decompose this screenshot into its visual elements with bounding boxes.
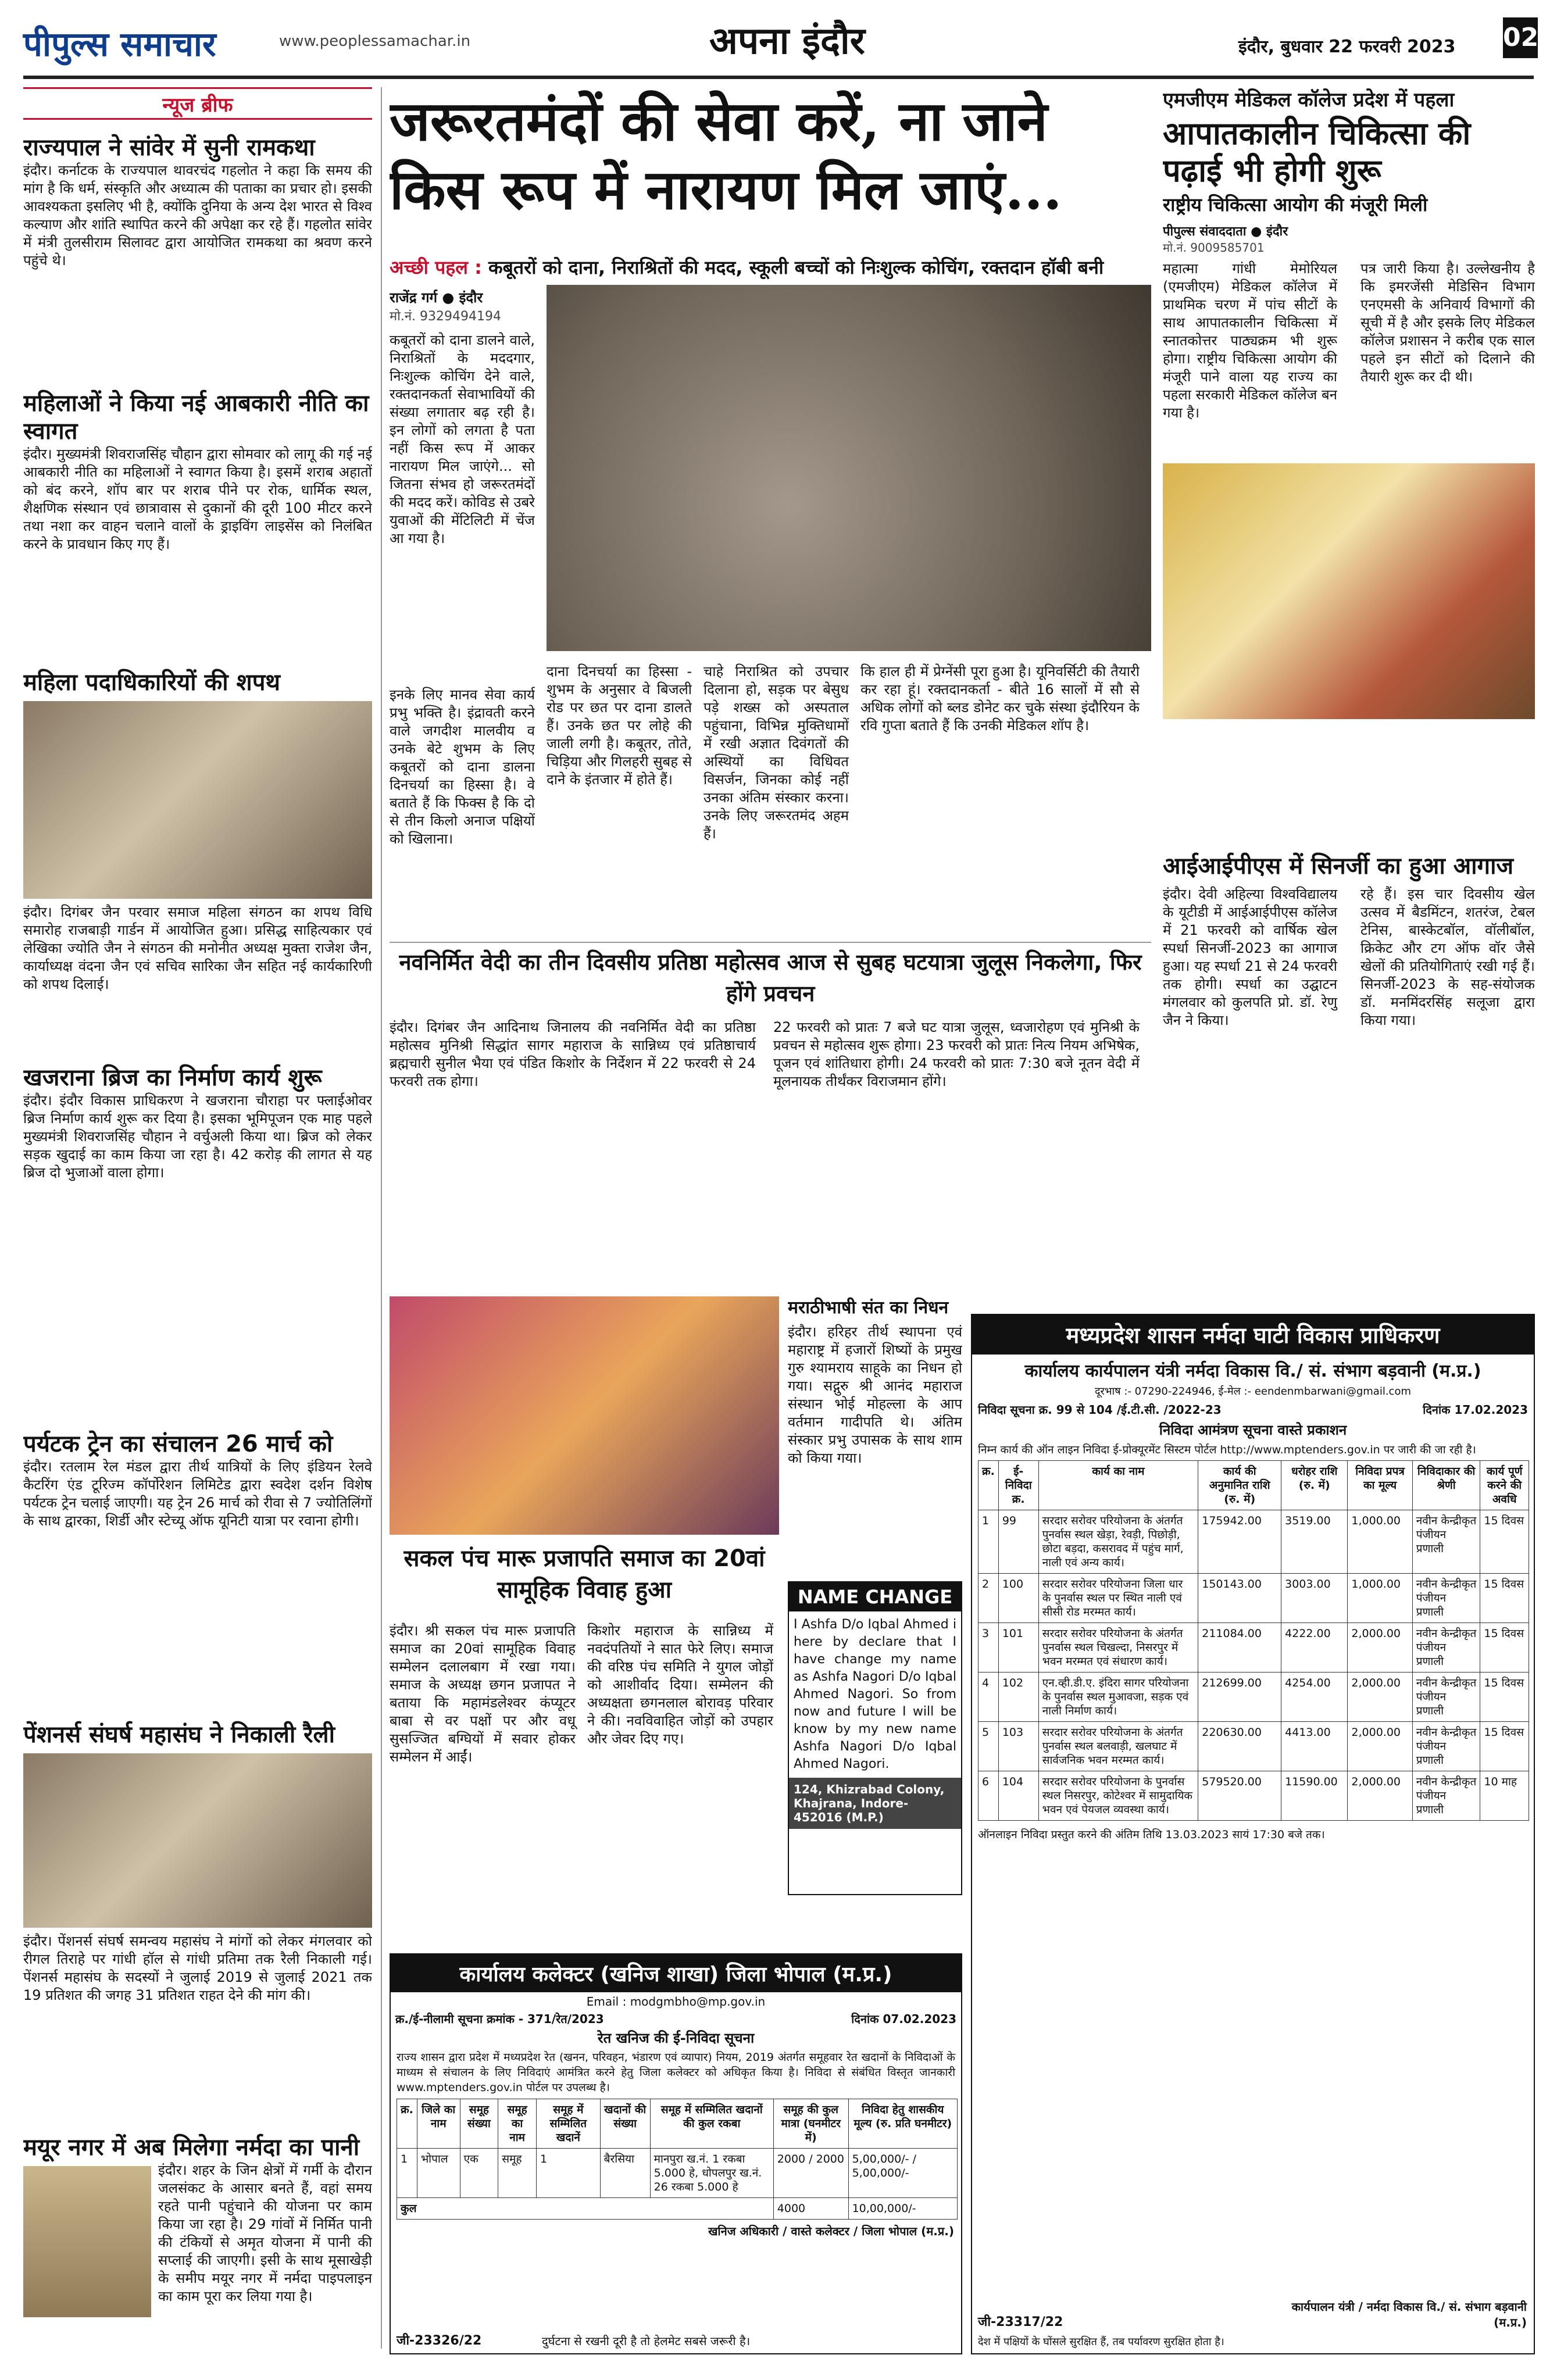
med-byline: पीपुल्स संवाददाता ● इंदौर: [1163, 224, 1288, 239]
narmada-table-cell: सरदार सरोवर परियोजना के अंतर्गत पुनर्वास स्थल चिखल्दा, निसरपुर में भवन मरम्मत एवं संधारण कार्य।: [1038, 1623, 1198, 1673]
vedi-headline: नवनिर्मित वेदी का तीन दिवसीय प्रतिष्ठा महोत्सव आज से सुबह घटयात्रा जुलूस निकलेगा, फिर होंगे प्रवचन: [399, 949, 1142, 1006]
nidhan-story: [788, 1296, 962, 1575]
nidhan-body: इंदौर। हरिहर तीर्थ स्थापना एवं महाराष्ट्र में हजारों शिष्यों के प्रमुख गुरु श्यामराय साहूके का निधन हो गया। सद्गुरु श्री आनंद महाराज संस्थान भोई मोहल्ला के आप वर्तमान गादीपति थे। अंतिम संस्कार प्रभु उपासक के साथ शाम को किया गया।: [788, 1324, 962, 1466]
brief-title: महिलाओं ने किया नई आबकारी नीति का स्वागत: [23, 390, 369, 445]
narmada-table-cell: 11590.00: [1281, 1771, 1348, 1821]
narmada-table-cell: 15 दिवस: [1480, 1574, 1529, 1623]
narmada-table-cell: 10 माह: [1480, 1771, 1529, 1821]
collector-total-value: 10,00,000/-: [848, 2198, 957, 2220]
med-col-2: पत्र जारी किया है। उल्लेखनीय है कि इमरजेंसी मेडिसिन विभाग एनएमसी के अनिवार्य विभागों की सूची में है और इसके लिए मेडिकल कॉलेज प्रशासन ने करीब एक साल पहले इन सीटों को दिलाने की तैयारी शुरू कर दी थी।: [1360, 260, 1535, 385]
collector-table-header-cell: समूह में सम्मिलित खदानों की कुल रकबा: [650, 2099, 773, 2149]
narmada-contact: दूरभाष :- 07290-224946, ई-मेल :- eendenmbarwani@gmail.com: [1094, 1385, 1412, 1398]
narmada-table-cell: 15 दिवस: [1480, 1623, 1529, 1673]
narmada-table-cell: सरदार सरोवर परियोजना के अंतर्गत पुनर्वास स्थल बलवाड़ी, खलघाट में सार्वजनिक भवन मरम्मत कार्य।: [1038, 1722, 1198, 1771]
collector-ref: क्र./ई-नीलामी सूचना क्रमांक - 371/रेत/2023: [395, 2012, 604, 2026]
brief-item: [23, 1430, 372, 1530]
brief-item: [23, 669, 372, 994]
narmada-table-header-cell: कार्य की अनुमानित राशि (रु. में): [1198, 1461, 1281, 1510]
narmada-table-row: [979, 1574, 1529, 1623]
collector-table-header-cell: समूह का नाम: [498, 2099, 537, 2149]
collector-table-header-cell: निविदा हेतु शासकीय मूल्य (रु. प्रति घनमीटर): [848, 2099, 957, 2149]
collector-total: 4000: [773, 2198, 848, 2220]
collector-table-header-cell: जिले का नाम: [417, 2099, 460, 2149]
collector-table-cell: एक: [460, 2149, 498, 2198]
med-kicker: एमजीएम मेडिकल कॉलेज प्रदेश में पहला: [1163, 88, 1455, 112]
narmada-table-cell: 4222.00: [1281, 1623, 1348, 1673]
lead-byline: राजेंद्र गर्ग ● इंदौर: [390, 290, 483, 306]
narmada-table-cell: 1: [979, 1510, 999, 1574]
collector-table-cell: बैरसिया: [600, 2149, 650, 2198]
med-headline: आपातकालीन चिकित्सा की पढ़ाई भी होगी शुरू: [1163, 115, 1471, 189]
collector-code: जी-23326/22: [397, 2333, 482, 2348]
rally-photo: [23, 1753, 372, 1928]
narmada-table-cell: नवीन केन्द्रीकृत पंजीयन प्रणाली: [1412, 1722, 1480, 1771]
narmada-table-row: [979, 1771, 1529, 1821]
narmada-table-cell: 1,000.00: [1348, 1510, 1412, 1574]
pigeons-photo: [547, 285, 1151, 651]
lead-headline: जरूरतमंदों की सेवा करें, ना जाने किस रूप में नारायण मिल जाएं...: [390, 90, 1062, 222]
narmada-footer: ऑनलाइन निविदा प्रस्तुत करने की अंतिम तिथि 13.03.2023 सायं 17:30 बजे तक।: [978, 1828, 1325, 1841]
lead-col-2: इनके लिए मानव सेवा कार्य प्रभु भक्ति है। इंद्रावती करने वाले जगदीश मालवीय व उनके बेटे शुभम के लिए कबूतरों को दाना डालना दिनचर्या का हिस्सा है। वे बताते हैं कि फिक्स है कि दो से तीन किलो अनाज पक्षियों को खिलाना।: [390, 687, 535, 847]
narmada-table-header-cell: धरोहर राशि (रु. में): [1281, 1461, 1348, 1510]
collector-table-cell: 5,00,000/- / 5,00,000/-: [848, 2149, 957, 2198]
header-rule: [23, 76, 1534, 79]
brief-title: पेंशनर्स संघर्ष महासंघ ने निकाली रैली: [23, 1721, 335, 1748]
brief-item: [23, 1064, 372, 1182]
narmada-table-cell: 2,000.00: [1348, 1673, 1412, 1722]
vedi-col-1: इंदौर। दिगंबर जैन आदिनाथ जिनालय की नवनिर्मित वेदी का प्रतिष्ठा महोत्सव मुनिश्री सिद्धांत सागर महाराज के सान्निध्य एवं प्रतिष्ठाचार्य ब्रह्मचारी सुनील भैया एवं पंडित किशोर के निर्देशन में 22 फरवरी से 24 फरवरी तक होगा।: [390, 1019, 756, 1089]
collector-title: कार्यालय कलेक्टर (खनिज शाखा) जिला भोपाल (म.प्र.): [391, 1954, 961, 1992]
narmada-table-cell: 5: [979, 1722, 999, 1771]
collector-table-row: [397, 2149, 958, 2198]
name-change-address: 124, Khizrabad Colony, Khajrana, Indore-452016 (M.P.): [789, 1778, 961, 1829]
collector-table-cell: 1: [537, 2149, 601, 2198]
brief-item: [23, 389, 372, 553]
collector-table-cell: समूह: [498, 2149, 537, 2198]
narmada-table-cell: नवीन केन्द्रीकृत पंजीयन प्रणाली: [1412, 1771, 1480, 1821]
med-phone: मो.नं. 9009585701: [1163, 241, 1265, 255]
collector-tender: [390, 1953, 962, 2354]
collector-table-cell: 2000 / 2000: [773, 2149, 848, 2198]
narmada-title: मध्यप्रदेश शासन नर्मदा घाटी विकास प्राधिकरण: [972, 1315, 1534, 1355]
lead-col-4: चाहे निराश्रित को उपचार दिलाना हो, सड़क पर बेसुध पड़े शख्स को अस्पताल पहुंचाना, विभिन्न मुक्तिधामों में रखी अज्ञात दिवंगतों की अस्थियों का विधिवत विसर्जन, जिनका कोई नहीं उनका अंतिम संस्कार करना। उनके लिए जरूरतमंद अहम हैं।: [703, 663, 849, 842]
brief-title: खजराना ब्रिज का निर्माण कार्य शुरू: [23, 1064, 322, 1091]
collector-total-label: कुल: [397, 2198, 774, 2220]
masthead: [23, 10, 1539, 74]
news-brief-column: [23, 87, 372, 2354]
narmada-table-cell: 2,000.00: [1348, 1771, 1412, 1821]
collector-table-header-cell: क्र.: [397, 2099, 417, 2149]
name-change-ad: [788, 1581, 962, 1895]
medical-story: [1163, 87, 1535, 849]
narmada-table-header-cell: निविदा प्रपत्र का मूल्य: [1348, 1461, 1412, 1510]
water-tank-photo: [23, 2166, 151, 2317]
collector-notice: रेत खनिज की ई-निविदा सूचना: [597, 2030, 755, 2046]
narmada-intro: निम्न कार्य की ऑन लाइन निविदा ई-प्रोक्यूरमेंट सिस्टम पोर्टल http://www.mptenders.gov.in पर जारी की जा रही है।: [978, 1443, 1476, 1456]
collector-body: राज्य शासन द्वारा प्रदेश में मध्यप्रदेश रेत (खनन, परिवहन, भंडारण एवं व्यापार) नियम, 2019 अंतर्गत समूहवार रेत खदानों के निविदाओं के माध्यम से संचालन के लिए निविदाएं आमंत्रित करने हेतु जिला कलेक्टर को अधिकृत किया है। निविदा से संबंधित विस्तृत जानकारी www.mptenders.gov.in पोर्टल पर उपलब्ध है।: [397, 2051, 955, 2094]
vivah-headline: सकल पंच मारू प्रजापति समाज का 20वां सामूहिक विवाह हुआ: [403, 1545, 765, 1603]
lead-kicker: अच्छी पहल :: [390, 256, 482, 278]
narmada-table-cell: 3519.00: [1281, 1510, 1348, 1574]
name-change-title: NAME CHANGE: [789, 1582, 961, 1611]
narmada-table-cell: 100: [998, 1574, 1038, 1623]
wedding-photo: [390, 1296, 779, 1535]
brief-body: इंदौर। कर्नाटक के राज्यपाल थावरचंद गहलोत ने कहा कि समय की मांग है कि धर्म, संस्कृति और अध्यात्म की पताका का प्रचार हो। इसकी आवश्यकता इसलिए भी है, क्योंकि दुनिया के अन्य देश भारत से विश्व कल्याण और शांति स्थापित करने की अपेक्षा कर रहे हैं। गहलोत सांवेर में मंत्री तुलसीराम सिलावट द्वारा आयोजित रामकथा का श्रवण करने पहुंचे थे।: [23, 162, 372, 269]
narmada-table-header-cell: कार्य पूर्ण करने की अवधि: [1480, 1461, 1529, 1510]
narmada-table-cell: 104: [998, 1771, 1038, 1821]
collector-table-header-cell: समूह की कुल मात्रा (घनमीटर में): [773, 2099, 848, 2149]
narmada-table-cell: 4254.00: [1281, 1673, 1348, 1722]
lead-subhead-row: [390, 255, 1151, 280]
collector-sign: खनिज अधिकारी / वास्ते कलेक्टर / जिला भोपाल (म.प्र.): [708, 2224, 954, 2238]
brief-body: इंदौर। इंदौर विकास प्राधिकरण ने खजराना चौराहा पर फ्लाईओवर ब्रिज निर्माण कार्य शुरू कर दिया है। इसका भूमिपूजन एक माह पहले मुख्यमंत्री शिवराजसिंह चौहान ने वर्चुअली किया था। ब्रिज को लेकर सड़क खुदाई का काम किया जा रहा है। 42 करोड़ की लागत से यह ब्रिज दो भुजाओं वाला होगा।: [23, 1092, 372, 1181]
narmada-subtitle: कार्यालय कार्यपालन यंत्री नर्मदा विकास वि./ सं. संभाग बड़वानी (म.प्र.): [1024, 1361, 1481, 1381]
narmada-notice: निविदा आमंत्रण सूचना वास्ते प्रकाशन: [1159, 1422, 1347, 1438]
narmada-code: जी-23317/22: [978, 2315, 1063, 2329]
narmada-table-cell: नवीन केन्द्रीकृत पंजीयन प्रणाली: [1412, 1510, 1480, 1574]
collector-table-header-cell: समूह संख्या: [460, 2099, 498, 2149]
brief-label: न्यूज ब्रीफ: [23, 87, 372, 120]
narmada-table-cell: नवीन केन्द्रीकृत पंजीयन प्रणाली: [1412, 1574, 1480, 1623]
collector-footer: दुर्घटना से रखनी दूरी है तो हेलमेट सबसे जरूरी है।: [542, 2334, 751, 2348]
narmada-table-cell: 150143.00: [1198, 1574, 1281, 1623]
section-title: अपना इंदौर: [709, 19, 865, 63]
narmada-table-cell: 15 दिवस: [1480, 1673, 1529, 1722]
brief-item: [23, 1721, 372, 2004]
lead-col-3: दाना दिनचर्या का हिस्सा - शुभम के अनुसार वे बिजली रोड पर छत पर दाना डालते हैं। उनके छत पर लोहे की जाली लगी है। कबूतर, तोते, चिड़िया और गिलहरी सुबह से दाने के इंतजार में होते हैं।: [547, 663, 692, 788]
name-change-body: I Ashfa D/o Iqbal Ahmed i here by declare that I have change my name as Ashfa Nagori D/o Iqbal Ahmed Nagori. So from now and future I will be know by my new name Ashfa Nagori D/o Iqbal Ahmed Nagori.: [794, 1617, 956, 1771]
narmada-table-cell: 99: [998, 1510, 1038, 1574]
brief-body: इंदौर। मुख्यमंत्री शिवराजसिंह चौहान द्वारा सोमवार को लागू की गई नई आबकारी नीति का महिलाओं ने स्वागत किया है। इसमें शराब अहातों को बंद करने, शॉप बार पर शराब पीने पर रोक, धार्मिक स्थल, शैक्षणिक संस्थान एवं छात्रावास से दुकानों की दूरी 100 मीटर करने तथा नशा कर वाहन चलाने वालों के ड्राइविंग लाइसेंस को निलंबित करने के प्रावधान किए गए हैं।: [23, 446, 372, 552]
brief-body: इंदौर। दिगंबर जैन परवार समाज महिला संगठन का शपथ विधि समारोह राजबाड़ी गार्डन में आयोजित हुआ। प्रसिद्ध साहित्यकार एवं लेखिका ज्योति जैन ने संगठन की मनोनीत अध्यक्ष मुक्ता राजेश जैन, कार्याध्यक्ष वंदना जैन एवं सचिव सारिका जैन सहित नई कार्यकारिणी को शपथ दिलाई।: [23, 904, 372, 992]
dateline: इंदौर, बुधवार 22 फरवरी 2023: [1238, 37, 1456, 57]
narmada-table-cell: सरदार सरोवर परियोजना जिला धार के पुनर्वास स्थल पर स्थित नाली एवं सीसी रोड मरम्मत कार्य।: [1038, 1574, 1198, 1623]
iips-photo: [1163, 463, 1535, 719]
narmada-table-cell: नवीन केन्द्रीकृत पंजीयन प्रणाली: [1412, 1673, 1480, 1722]
brief-body: इंदौर। रतलाम रेल मंडल द्वारा तीर्थ यात्रियों के लिए इंडियन रेलवे कैटरिंग एंड टूरिज्म कॉर्पोरेशन लिमिटेड द्वारा स्वदेश दर्शन विशेष पर्यटक ट्रेन चलाई जाएगी। यह ट्रेन 26 मार्च को रीवा से 7 ज्योतिलिंगों के साथ द्वारका, शिर्डी और स्टेच्यू ऑफ यूनिटी यात्रा पर रवाना होगी।: [23, 1459, 372, 1529]
vedi-col-2: 22 फरवरी को प्रातः 7 बजे घट यात्रा जुलूस, ध्वजारोहण एवं मुनिश्री के प्रवचन से महोत्सव शुरू होगा। 23 फरवरी को प्रातः नित्य नियम अभिषेक, पूजन एवं शांतिधारा होगी। 24 फरवरी को प्रातः 7:30 बजे नूतन वेदी में मूलनायक तीर्थंकर विराजमान होंगे।: [773, 1019, 1140, 1089]
iips-col-2: रहे हैं। इस चार दिवसीय खेल उत्सव में बैडमिंटन, शतरंज, टेबल टेनिस, बास्केटबॉल, वॉलीबॉल, क्रिकेट और टग ऑफ वॉर जैसे खेलों की प्रतियोगिताएं रखी गई हैं। सिनर्जी-2023 के सह-संयोजक डॉ. मनमिंदरसिंह सलूजा द्वारा किया गया।: [1360, 886, 1535, 1028]
vedi-story: [390, 942, 1151, 1209]
narmada-table: [978, 1460, 1529, 1821]
med-col-1: महात्मा गांधी मेमोरियल (एमजीएम) मेडिकल कॉलेज में प्राथमिक चरण में पांच सीटों के साथ आपातकालीन चिकित्सा में स्नातकोत्तर पाठ्यक्रम भी शुरू होगा। राष्ट्रीय चिकित्सा आयोग की मंजूरी पाने वाला यह राज्य का पहला सरकारी मेडिकल कॉलेज बन गया है।: [1163, 260, 1337, 421]
collector-table-cell: मानपुरा ख.नं. 1 रकबा 5.000 हे, धोपलपुर ख.नं. 26 रकबा 5.000 हे: [650, 2149, 773, 2198]
narmada-table-cell: 4: [979, 1673, 999, 1722]
narmada-table-cell: 220630.00: [1198, 1722, 1281, 1771]
narmada-table-cell: 579520.00: [1198, 1771, 1281, 1821]
collector-date: दिनांक 07.02.2023: [851, 2012, 956, 2026]
narmada-tender: [971, 1314, 1535, 2354]
collector-table-cell: 1: [397, 2149, 417, 2198]
narmada-tagline: देश में पक्षियों के घोंसले सुरक्षित हैं, तब पर्यावरण सुरक्षित होता है।: [978, 2336, 1224, 2348]
column-divider: [381, 87, 382, 2349]
collector-table-header-cell: खदानों की संख्या: [600, 2099, 650, 2149]
narmada-table-cell: 212699.00: [1198, 1673, 1281, 1722]
narmada-table-cell: 211084.00: [1198, 1623, 1281, 1673]
narmada-table-cell: 2: [979, 1574, 999, 1623]
narmada-table-cell: 2,000.00: [1348, 1623, 1412, 1673]
narmada-table-cell: 101: [998, 1623, 1038, 1673]
narmada-table-row: [979, 1510, 1529, 1574]
collector-email: Email : modgmbho@mp.gov.in: [586, 1995, 766, 2009]
website-url: www.peoplessamachar.in: [279, 33, 471, 50]
ceremony-photo: [23, 701, 372, 899]
vivah-col-2: किशोर महाराज के सान्निध्य में नवदंपतियों ने सात फेरे लिए। समाज की वरिष्ठ पंच समिति ने युगल जोड़ों को आशीर्वाद दिया। सम्मेलन की अध्यक्षता छगनलाल बोरावड़ परिवार ने की। नवविवाहित जोड़ों को उपहार और जेवर दिए गए।: [587, 1623, 773, 1747]
lead-subhead: कबूतरों को दाना, निराश्रितों की मदद, स्कूली बच्चों को निःशुल्क कोचिंग, रक्तदान हॉबी बनी: [488, 256, 1104, 278]
narmada-table-row: [979, 1623, 1529, 1673]
med-subhead: राष्ट्रीय चिकित्सा आयोग की मंजूरी मिली: [1163, 194, 1428, 216]
narmada-table-header-cell: क्र.: [979, 1461, 999, 1510]
narmada-table-header-cell: निविदाकार की श्रेणी: [1412, 1461, 1480, 1510]
narmada-ref: निविदा सूचना क्र. 99 से 104 /ई.टी.सी. /2022-23: [978, 1403, 1222, 1417]
brief-title: महिला पदाधिकारियों की शपथ: [23, 669, 280, 696]
collector-table: [397, 2099, 958, 2220]
narmada-table-cell: 102: [998, 1673, 1038, 1722]
brief-title: पर्यटक ट्रेन का संचालन 26 मार्च को: [23, 1431, 333, 1457]
narmada-table-row: [979, 1722, 1529, 1771]
brief-title: राज्यपाल ने सांवेर में सुनी रामकथा: [23, 134, 315, 161]
lead-col-1: कबूतरों को दाना डालने वाले, निराश्रितों के मददगार, निःशुल्क कोचिंग देने वाले, रक्तदानकर्ता सेवाभावियों की संख्या लगातार बढ़ रही है। इन लोगों को लगता है पता नहीं किस रूप में आकर नारायण मिल जाएंगे... सो जितना संभव हो जरूरतमंदों की मदद करें। कोविड से उबरे युवाओं की मेंटिलिटी में चेंज आ गया है।: [390, 332, 535, 546]
collector-table-cell: भोपाल: [417, 2149, 460, 2198]
lead-story: [390, 87, 1151, 936]
narmada-table-header-cell: ई-निविदा क्र.: [998, 1461, 1038, 1510]
narmada-table-header-cell: कार्य का नाम: [1038, 1461, 1198, 1510]
narmada-table-cell: 3: [979, 1623, 999, 1673]
narmada-table-cell: 15 दिवस: [1480, 1510, 1529, 1574]
narmada-sign: कार्यपालन यंत्री / नर्मदा विकास वि./ सं. संभाग बड़वानी (म.प्र.): [1291, 2300, 1527, 2329]
nidhan-headline: मराठीभाषी संत का निधन: [788, 1298, 949, 1318]
iips-col-1: इंदौर। देवी अहिल्या विश्वविद्यालय के यूटीडी में आईआईपीएस कॉलेज में 21 फरवरी को वार्षिक खेल स्पर्धा सिनर्जी-2023 का आगाज हुआ। यह स्पर्धा 21 से 24 फरवरी तक होगी। स्पर्धा का उद्घाटन मंगलवार को कुलपति प्रो. डॉ. रेणु जैन ने किया।: [1163, 886, 1337, 1028]
collector-table-header-cell: समूह में सम्मिलित खदानें: [537, 2099, 601, 2149]
narmada-table-cell: 4413.00: [1281, 1722, 1348, 1771]
vivah-story: [390, 1296, 779, 1947]
vivah-col-1: इंदौर। श्री सकल पंच मारू प्रजापति समाज का 20वां सामूहिक विवाह सम्मेलन दलालबाग में रखा गया। समाज के अध्यक्ष छगन प्रजापत ने बताया कि महामंडलेश्वर कंप्यूटर बाबा से वर पक्षों पर और वधू सुसज्जित बग्घियों में सवार होकर सम्मेलन में आईं।: [390, 1623, 576, 1765]
narmada-table-cell: नवीन केन्द्रीकृत पंजीयन प्रणाली: [1412, 1623, 1480, 1673]
narmada-table-row: [979, 1673, 1529, 1722]
brief-body: इंदौर। पेंशनर्स संघर्ष समन्वय महासंघ ने मांगों को लेकर मंगलवार को रीगल तिराहे पर गांधी हॉल से गांधी प्रतिमा तक रैली निकाली गई। पेंशनर्स महासंघ के सदस्यों ने जुलाई 2019 से जुलाई 2021 तक 19 प्रतिशत की जगह 31 प्रतिशत राहत देने की मांग की।: [23, 1933, 372, 2003]
brief-body: इंदौर। शहर के जिन क्षेत्रों में गर्मी के दौरान जलसंकट के आसार बनते हैं, वहां समय रहते पानी पहुंचाने की योजना पर काम किया जा रहा है। 29 गांवों में निर्मित पानी की टंकियों से अमृत योजना में पानी की सप्लाई की जाएगी। इसी के साथ मूसाखेड़ी के समीप मयूर नगर में नर्मदा पाइपलाइन का काम पूरा कर लिया गया है।: [158, 2162, 372, 2304]
brief-title: मयूर नगर में अब मिलेगा नर्मदा का पानी: [23, 2134, 360, 2161]
narmada-table-cell: सरदार सरोवर परियोजना के अंतर्गत पुनर्वास स्थल खेड़ा, रेवड़ी, पिछोड़ी, छोटा बड़दा, कसरावद में पहुंच मार्ग, नाली एवं अन्य कार्य।: [1038, 1510, 1198, 1574]
narmada-table-cell: 1,000.00: [1348, 1574, 1412, 1623]
brief-item: [23, 2134, 372, 2317]
newspaper-logo: पीपुल्स समाचार: [23, 24, 216, 64]
lead-col-5: कि हाल ही में प्रेग्नेंसी पूरा हुआ है। यूनिवर्सिटी की तैयारी कर रहा हूं। रक्तदानकर्ता - बीते 16 सालों में सौ से अधिक लोगों को ब्लड डोनेट कर चुके संस्था इंदौरियन के रवि गुप्ता बताते हैं कि उनकी मेडिकल शॉप है।: [860, 663, 1140, 734]
iips-headline: आईआईपीएस में सिनर्जी का हुआ आगाज: [1163, 853, 1514, 880]
iips-story: [1163, 852, 1535, 1305]
narmada-table-cell: एन.व्ही.डी.ए. इंदिरा सागर परियोजना के पुनर्वास स्थल मुआवजा, सड़क एवं नाली निर्माण कार्य।: [1038, 1673, 1198, 1722]
narmada-table-cell: 103: [998, 1722, 1038, 1771]
narmada-date: दिनांक 17.02.2023: [1423, 1403, 1528, 1417]
narmada-table-cell: 175942.00: [1198, 1510, 1281, 1574]
narmada-table-cell: 6: [979, 1771, 999, 1821]
narmada-table-cell: 3003.00: [1281, 1574, 1348, 1623]
narmada-table-cell: 2,000.00: [1348, 1722, 1412, 1771]
narmada-table-cell: सरदार सरोवर परियोजना के पुनर्वास स्थल निसरपुर, कोटेश्वर में सामुदायिक भवन एवं पेयजल व्यवस्था कार्य।: [1038, 1771, 1198, 1821]
brief-item: [23, 134, 372, 270]
lead-phone: मो.नं. 9329494194: [390, 309, 502, 324]
page-number: 02: [1503, 17, 1538, 58]
narmada-table-cell: 15 दिवस: [1480, 1722, 1529, 1771]
